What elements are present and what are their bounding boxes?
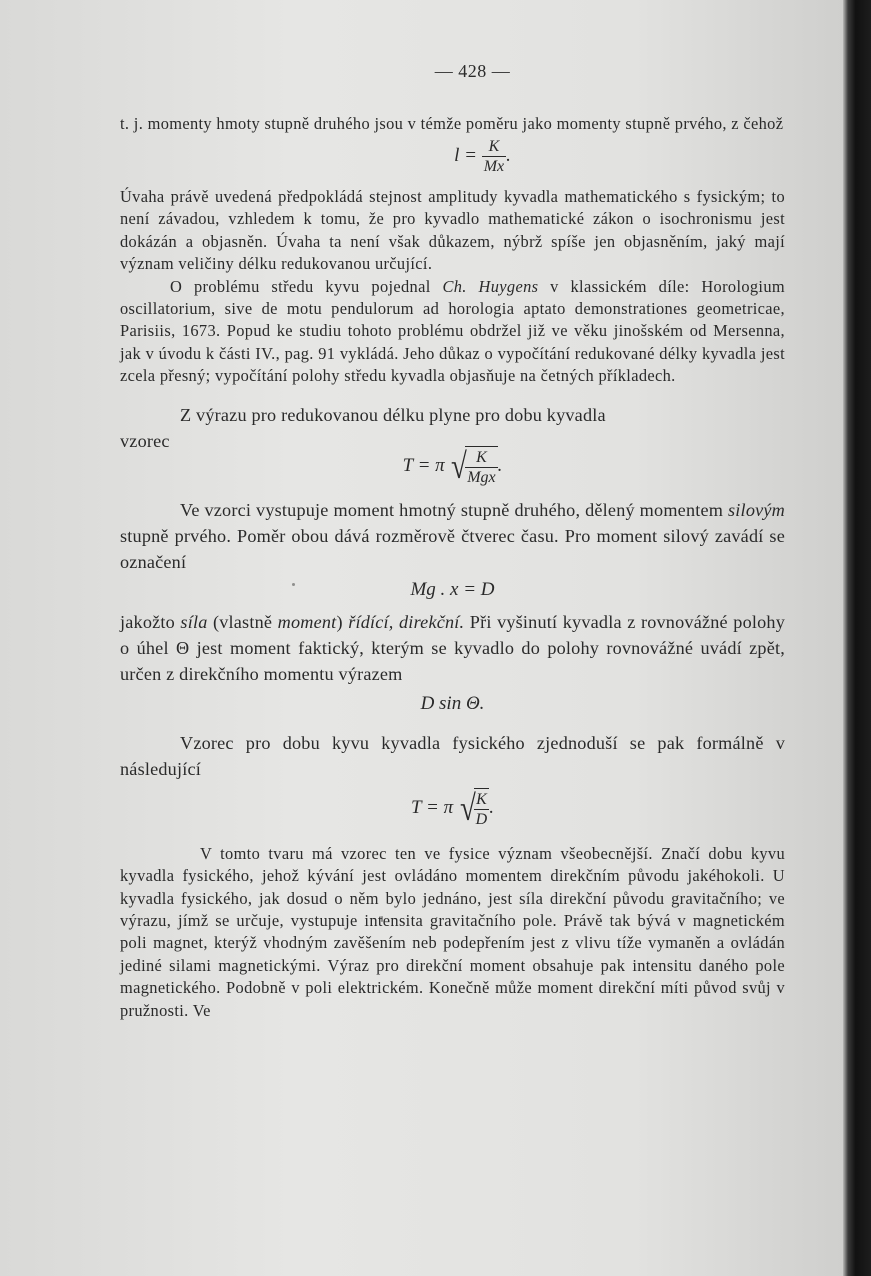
formula-reduced-length [180, 137, 785, 176]
fraction-numerator: K [482, 137, 506, 157]
formula-lhs: T = π [411, 796, 454, 818]
p6-text-c: ) [336, 612, 349, 633]
formula-period-gx [120, 446, 785, 487]
formula-lhs: T = π [402, 454, 445, 476]
emphasis-ridici: řídící, direkční. [348, 612, 465, 633]
fraction-denominator: Mgx [467, 468, 496, 486]
fraction-numerator: K [474, 790, 490, 810]
formula-end: . [506, 144, 511, 166]
formula-d-sin-theta: D sin Θ. [420, 693, 485, 715]
formula-period-d [120, 788, 785, 829]
paragraph-1: t. j. momenty hmoty stupně druhého jsou v témže poměru jako momenty stupně prvého, z čehož [120, 113, 784, 133]
p5-text-b: stupně prvého. Poměr obou dává rozměrově čtverec času. Pro moment silový zavádí se označení [120, 525, 785, 572]
paragraph-8: V tomto tvaru má vzorec ten ve fysice význam všeobecnější. Značí dobu kyvu kyvadla fysického, jehož kývání jest ovládáno momentem direkčním původu jakéhokoli. U kyvadla fysického, jak dosud o něm bylo jednáno, jest síla direkční původu gravitačního; ve výrazu, jímž se určuje, vystupuje intensita gravitačního pole. Právě tak bývá v magnetickém poli magnet, kterýž vhodným zavěšením neb podepřením jest z vlivu tíže vymaněn a ovládán jediné silami magnetickými. Výraz pro direkční moment obsahuje pak intensitu daného pole magnetického. Podobně v poli elektrickém. Konečně může moment direkční míti původ svůj v pružnosti. Ve [120, 843, 785, 1020]
book-spine-shadow [843, 0, 871, 1276]
fraction-denominator: Mx [483, 158, 505, 175]
p6-text-b: (vlastně [207, 612, 278, 633]
formula-end: . [497, 454, 503, 476]
formula-lhs: l = [454, 144, 477, 166]
formula-end: . [489, 796, 494, 818]
p3-text-a: O problému středu kyvu pojednal [170, 276, 443, 296]
paragraph-5 [120, 497, 785, 575]
formula-directive-moment: Mg . x = D [410, 578, 495, 600]
p3-text-b: v klassickém díle: Horologium oscillatorium, sive de motu pendulorum ad horologia aptato demonstrationes geometricae, Parisiis, 1673. Popud ke studiu tohoto problému obdržel již ve věku jinošském od Mersenna, jak v úvodu k části IV., pag. 91 vykládá. Jeho důkaz o vypočítání redukované délky kyvadla jest zcela přesný; vypočítání polohy středu kyvadla objasňuje na četných příkladech. [120, 276, 785, 386]
paragraph-4: Z výrazu pro redukovanou délku plyne pro dobu kyvadla [180, 404, 606, 425]
emphasis-sila: síla [180, 612, 208, 633]
fraction [482, 137, 506, 176]
paragraph-6 [120, 609, 785, 687]
paragraph-3 [120, 276, 785, 388]
fraction-denominator: D [475, 810, 488, 828]
paragraph-2: Úvaha právě uvedená předpokládá stejnost amplitudy kyvadla mathematického s fysickým; to není závadou, vzhledem k tomu, že pro kyvadlo mathematické zákon o isochronismu jest dokázán a objasněn. Úvaha ta není však důkazem, nýbrž spíše jen objasněním, jaký mají význam veličiny délku redukovanou určující. [120, 187, 785, 274]
paragraph-7: Vzorec pro dobu kyvu kyvadla fysického zjednoduší se pak formálně v následující [120, 732, 785, 779]
p6-text-a: jakožto [120, 612, 181, 633]
sqrt-sign: √ [451, 446, 468, 487]
page-number: — 428 — [434, 61, 511, 81]
paragraph-4b: vzorec [120, 430, 170, 451]
radicand [465, 446, 497, 487]
p6-text-d: Při vyšinutí kyvadla z rovnovážné polohy o úhel Θ jest moment faktický, kterým se kyvadlo do polohy rovnovážné uvádí zpět, určen z direkčního momentu výrazem [120, 612, 786, 685]
p5-text-a: Ve vzorci vystupuje moment hmotný stupně druhého, dělený momentem [180, 499, 729, 520]
emphasis-moment: moment [277, 612, 337, 633]
author-name: Ch. Huygens [442, 276, 539, 296]
emphasis-silovym: silovým [728, 499, 785, 520]
fraction [465, 448, 497, 487]
page-content [120, 60, 785, 1022]
sqrt-sign: √ [459, 788, 476, 829]
fraction-numerator: K [465, 448, 497, 468]
